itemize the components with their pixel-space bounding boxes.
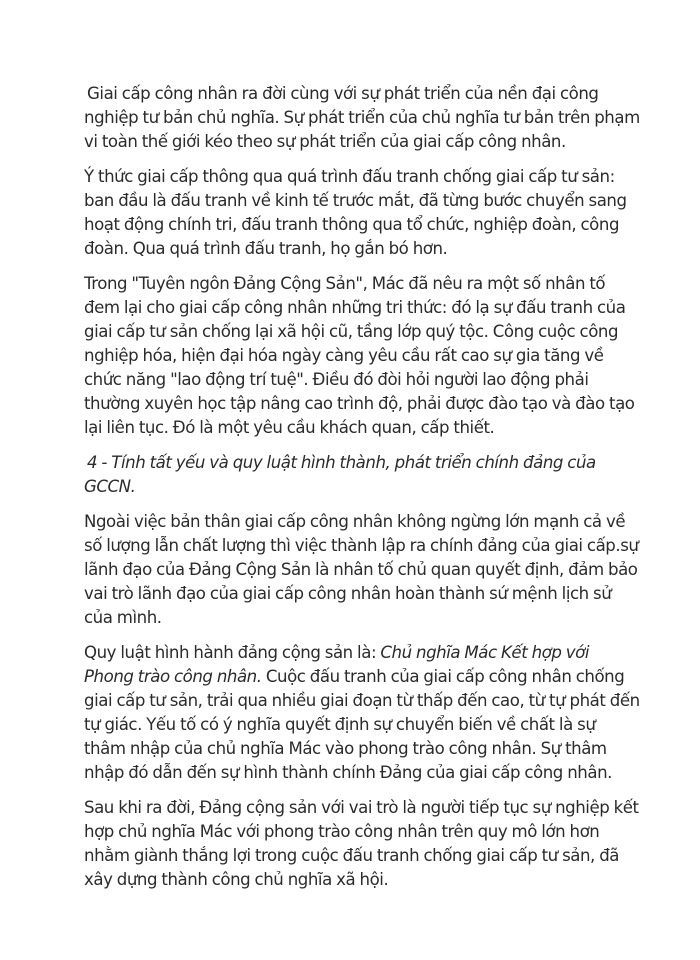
law-lead-text: Quy luật hình hành đảng cộng sản là:: [84, 643, 381, 662]
paragraph-party-role: Sau khi ra đời, Đảng cộng sản với vai trò là người tiếp tục sự nghiệp kết hợp chủ nghĩa Mác với phong trào công nhân trên quy mô lớn hơn nhằm giành thắng lợi trong cuộc đấu tranh chống giai cấp tư sản, đã xây dựng thành công chủ nghĩa xã hội.: [84, 798, 639, 889]
paragraph-communist-manifesto: Trong "Tuyên ngôn Đảng Cộng Sản", Mác đã nêu ra một số nhân tố đem lại cho giai cấp công nhân những tri thức: đó lạ sự đấu tranh của giai cấp tư sản chống lại xã hội cũ, tầng lớp quý tộc. Công cuộc công nghiệp hóa, hiện đại hóa ngày càng yêu cầu rất cao sự gia tăng về chức năng "lao động trí tuệ". Điều đó đòi hỏi người lao động phải thường xuyên học tập nâng cao trình độ, phải được đào tạo và đào tạo lại liên tục. Đó là một yêu cầu khách quan, cấp thiết.: [84, 274, 635, 437]
paragraph-working-class-origin: Giai cấp công nhân ra đời cùng với sự phát triển của nền đại công nghiệp tư bản chủ nghĩa. Sự phát triển của chủ nghĩa tư bản trên phạm vi toàn thế giới kéo theo sự phát triển của giai cấp công nhân.: [84, 84, 640, 151]
section-heading: 4 - Tính tất yếu và quy luật hình thành, phát triển chính đảng của GCCN.: [84, 453, 596, 496]
law-rest-text: Cuộc đấu tranh của giai cấp công nhân chống giai cấp tư sản, trải qua nhiều giai đoạn từ thấp đến cao, từ tự phát đến tự giác. Yếu tố có ý nghĩa quyết định sự chuyển biến về chất là sự thâm nhập của chủ nghĩa Mác vào phong trào công nhân. Sự thâm nhập đó dẫn đến sự hình thành chính Đảng của giai cấp công nhân.: [84, 667, 640, 782]
paragraph-party-founding: Ngoài việc bản thân giai cấp công nhân không ngừng lớn mạnh cả về số lượng lẫn chất lượng thì việc thành lập ra chính đảng của giai cấp.sự lãnh đạo của Đảng Cộng Sản là nhân tố chủ quan quyết định, đảm bảo vai trò lãnh đạo của giai cấp công nhân hoàn thành sứ mệnh lịch sử của mình.: [84, 512, 639, 627]
paragraph-party-formation-law: [84, 641, 640, 785]
law-emphasis-text: Chủ nghĩa Mác Kết hợp với Phong trào công nhân.: [84, 643, 589, 686]
document-body: [84, 82, 640, 903]
paragraph-class-consciousness: Ý thức giai cấp thông qua quá trình đấu tranh chống giai cấp tư sản: ban đầu là đấu tranh về kinh tế trước mắt, đã từng bước chuyển sang hoạt động chính tri, đấu tranh thông qua tổ chức, nghiệp đoàn, công đoàn. Qua quá trình đấu tranh, họ gắn bó hơn.: [84, 167, 627, 258]
